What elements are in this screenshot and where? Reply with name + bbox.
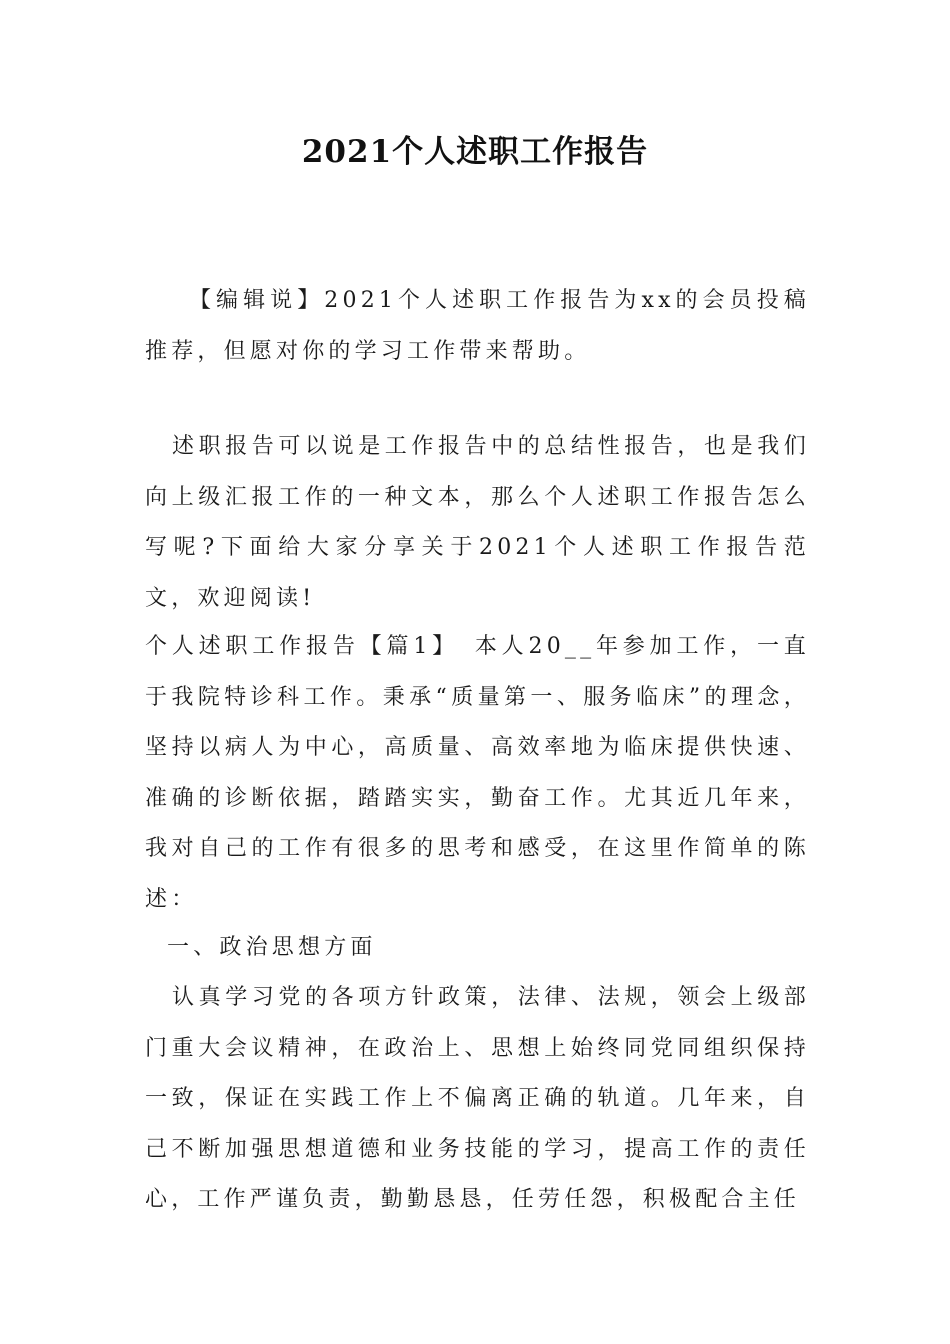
document-title: 2021个人述职工作报告 (301, 134, 649, 170)
editor-note-paragraph: 【编辑说】2021个人述职工作报告为xx的会员投稿推荐，但愿对你的学习工作带来帮助。 (145, 288, 810, 364)
section-heading-politics: 一、政治思想方面 (167, 935, 377, 960)
politics-paragraph: 认真学习党的各项方针政策，法律、法规，领会上级部门重大会议精神，在政治上、思想上始终同党同组织保持一致，保证在实践工作上不偏离正确的轨道。几年来，自己不断加强思想道德和业务技能的学习，提高工作的责任心，工作严谨负责，勤勤恳恳，任劳任怨，积极配合主任 (145, 985, 810, 1212)
intro-paragraph: 述职报告可以说是工作报告中的总结性报告，也是我们向上级汇报工作的一种文本，那么个人述职工作报告怎么写呢?下面给大家分享关于2021个人述职工作报告范文，欢迎阅读! (145, 434, 810, 611)
report-piece-1-paragraph: 个人述职工作报告【篇1】 本人20__年参加工作，一直于我院特诊科工作。秉承“质量第一、服务临床”的理念，坚持以病人为中心，高质量、高效率地为临床提供快速、准确的诊断依据，踏踏实实，勤奋工作。尤其近几年来，我对自己的工作有很多的思考和感受，在这里作简单的陈述： (145, 634, 810, 912)
